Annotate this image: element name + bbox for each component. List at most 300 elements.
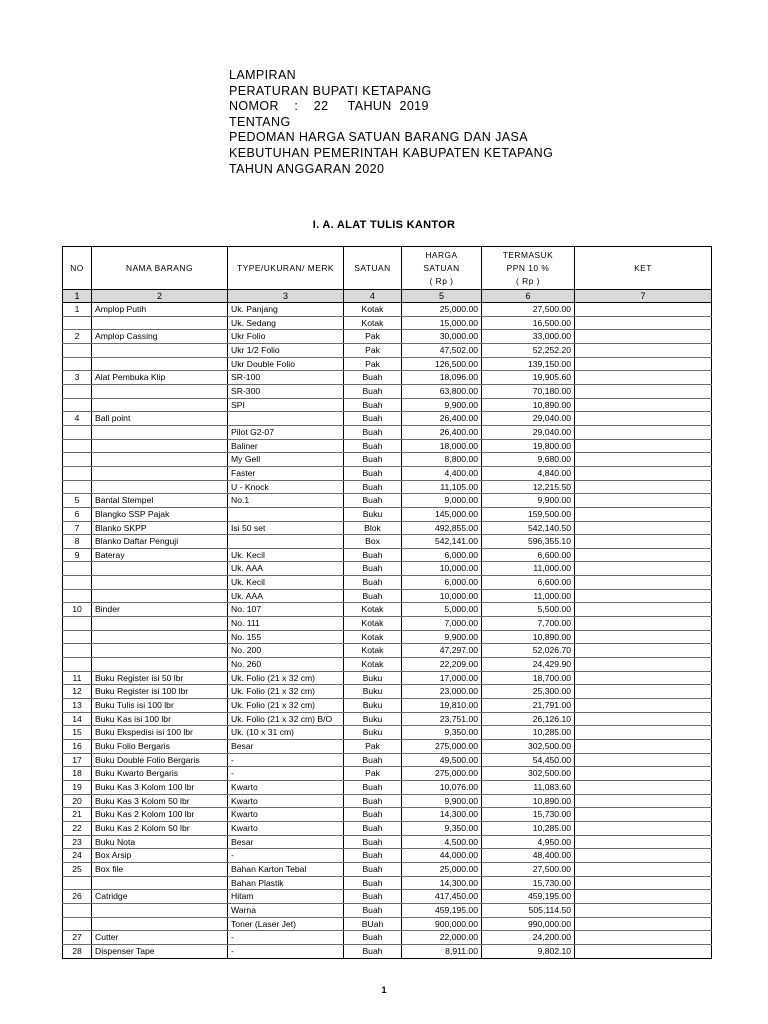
table-row — [63, 726, 712, 740]
cell-harga-ppn: 19,905.60 — [482, 371, 575, 385]
cell-harga-satuan: 9,900.00 — [402, 794, 482, 808]
cell-satuan: Kotak — [344, 603, 402, 617]
header-harga-satuan: HARGA SATUAN ( Rp ) — [402, 247, 482, 290]
header-line-pedoman: PEDOMAN HARGA SATUAN BARANG DAN JASA — [229, 130, 528, 145]
table-row — [63, 890, 712, 904]
cell-harga-ppn: 27,500.00 — [482, 303, 575, 317]
cell-harga-ppn: 10,890.00 — [482, 398, 575, 412]
cell-no: 26 — [63, 890, 92, 904]
cell-nama-barang — [92, 644, 228, 658]
cell-harga-ppn: 302,500.00 — [482, 740, 575, 754]
cell-satuan: Buah — [344, 835, 402, 849]
cell-nama-barang — [92, 589, 228, 603]
cell-harga-satuan: 9,350.00 — [402, 821, 482, 835]
table-row — [63, 371, 712, 385]
cell-harga-ppn: 990,000.00 — [482, 917, 575, 931]
header-line-lampiran: LAMPIRAN — [229, 68, 297, 82]
header-line-peraturan: PERATURAN BUPATI KETAPANG — [229, 83, 432, 98]
cell-harga-satuan: 126,500.00 — [402, 357, 482, 371]
cell-type: Uk. Folio (21 x 32 cm) — [228, 671, 344, 685]
table-row — [63, 439, 712, 453]
cell-no — [63, 439, 92, 453]
cell-nama-barang: Buku Ekspedisi isi 100 lbr — [92, 726, 228, 740]
cell-nama-barang — [92, 343, 228, 357]
cell-harga-satuan: 9,000.00 — [402, 494, 482, 508]
document-header — [229, 68, 553, 177]
cell-type: - — [228, 931, 344, 945]
cell-satuan: Buah — [344, 412, 402, 426]
table-row — [63, 780, 712, 794]
table-row — [63, 644, 712, 658]
cell-harga-satuan: 275,000.00 — [402, 740, 482, 754]
table-row — [63, 753, 712, 767]
table-row — [63, 630, 712, 644]
cell-satuan: Box — [344, 535, 402, 549]
cell-harga-ppn: 25,300.00 — [482, 685, 575, 699]
cell-ket — [575, 944, 712, 958]
cell-ket — [575, 303, 712, 317]
cell-no — [63, 644, 92, 658]
cell-harga-ppn: 24,429.90 — [482, 658, 575, 672]
cell-satuan: Buah — [344, 425, 402, 439]
column-number: 4 — [344, 290, 402, 303]
table-row — [63, 521, 712, 535]
cell-harga-satuan: 275,000.00 — [402, 767, 482, 781]
cell-nama-barang: Cutter — [92, 931, 228, 945]
column-number: 1 — [63, 290, 92, 303]
cell-type: Toner (Laser Jet) — [228, 917, 344, 931]
cell-ket — [575, 917, 712, 931]
cell-nama-barang: Buku Kwarto Bergaris — [92, 767, 228, 781]
cell-satuan: Pak — [344, 740, 402, 754]
cell-nama-barang — [92, 903, 228, 917]
cell-nama-barang: Buku Nota — [92, 835, 228, 849]
cell-ket — [575, 740, 712, 754]
cell-nama-barang: Buku Double Folio Bergaris — [92, 753, 228, 767]
cell-harga-ppn: 542,140.50 — [482, 521, 575, 535]
cell-nama-barang — [92, 917, 228, 931]
table-row — [63, 562, 712, 576]
cell-type: U - Knock — [228, 480, 344, 494]
cell-no — [63, 917, 92, 931]
cell-no — [63, 903, 92, 917]
cell-nama-barang: Box Arsip — [92, 849, 228, 863]
cell-type: Isi 50 set — [228, 521, 344, 535]
cell-no: 6 — [63, 507, 92, 521]
cell-ket — [575, 371, 712, 385]
cell-harga-satuan: 26,400.00 — [402, 425, 482, 439]
header-line-tahun-anggaran: TAHUN ANGGARAN 2020 — [229, 161, 385, 176]
cell-harga-ppn: 29,040.00 — [482, 425, 575, 439]
cell-no — [63, 562, 92, 576]
table-row — [63, 507, 712, 521]
cell-harga-ppn: 9,900.00 — [482, 494, 575, 508]
cell-no — [63, 466, 92, 480]
cell-ket — [575, 398, 712, 412]
cell-harga-satuan: 18,096.00 — [402, 371, 482, 385]
cell-harga-ppn: 6,600.00 — [482, 548, 575, 562]
cell-ket — [575, 794, 712, 808]
cell-harga-ppn: 10,890.00 — [482, 794, 575, 808]
table-row — [63, 548, 712, 562]
cell-satuan: Buah — [344, 480, 402, 494]
cell-satuan: Buah — [344, 384, 402, 398]
table-row — [63, 384, 712, 398]
cell-harga-satuan: 417,450.00 — [402, 890, 482, 904]
cell-type: Ukr Folio — [228, 330, 344, 344]
cell-satuan: Buah — [344, 808, 402, 822]
cell-harga-ppn: 19,800.00 — [482, 439, 575, 453]
cell-harga-satuan: 900,000.00 — [402, 917, 482, 931]
cell-harga-satuan: 8,800.00 — [402, 453, 482, 467]
cell-satuan: Pak — [344, 330, 402, 344]
cell-satuan: Buah — [344, 876, 402, 890]
cell-nama-barang — [92, 357, 228, 371]
cell-nama-barang: Bantal Stempel — [92, 494, 228, 508]
cell-nama-barang — [92, 425, 228, 439]
cell-ket — [575, 890, 712, 904]
cell-ket — [575, 931, 712, 945]
cell-nama-barang — [92, 453, 228, 467]
cell-ket — [575, 685, 712, 699]
cell-nama-barang: Buku Kas isi 100 lbr — [92, 712, 228, 726]
cell-harga-ppn: 21,791.00 — [482, 699, 575, 713]
cell-satuan: Buku — [344, 726, 402, 740]
cell-harga-ppn: 15,730.00 — [482, 808, 575, 822]
cell-nama-barang: Buku Folio Bergaris — [92, 740, 228, 754]
cell-type: Uk. Folio (21 x 32 cm) — [228, 699, 344, 713]
cell-nama-barang — [92, 466, 228, 480]
cell-ket — [575, 644, 712, 658]
cell-harga-ppn: 5,500.00 — [482, 603, 575, 617]
cell-ket — [575, 343, 712, 357]
cell-type: Hitam — [228, 890, 344, 904]
cell-no: 5 — [63, 494, 92, 508]
cell-no — [63, 480, 92, 494]
cell-no — [63, 425, 92, 439]
cell-harga-satuan: 9,900.00 — [402, 398, 482, 412]
cell-harga-satuan: 47,297.00 — [402, 644, 482, 658]
cell-ket — [575, 412, 712, 426]
cell-satuan: Buah — [344, 794, 402, 808]
cell-type: Baliner — [228, 439, 344, 453]
cell-ket — [575, 658, 712, 672]
cell-ket — [575, 384, 712, 398]
cell-harga-ppn: 159,500.00 — [482, 507, 575, 521]
cell-harga-satuan: 7,000.00 — [402, 617, 482, 631]
cell-harga-satuan: 23,751.00 — [402, 712, 482, 726]
cell-nama-barang: Box file — [92, 862, 228, 876]
cell-nama-barang: Buku Kas 2 Kolom 50 lbr — [92, 821, 228, 835]
cell-type: Ukr 1/2 Folio — [228, 343, 344, 357]
cell-harga-ppn: 18,700.00 — [482, 671, 575, 685]
cell-ket — [575, 548, 712, 562]
cell-satuan: Buah — [344, 849, 402, 863]
cell-harga-ppn: 596,355.10 — [482, 535, 575, 549]
cell-type: No. 155 — [228, 630, 344, 644]
cell-type: Faster — [228, 466, 344, 480]
cell-no — [63, 576, 92, 590]
header-nama-barang: NAMA BARANG — [92, 247, 228, 290]
page-number: 1 — [381, 985, 387, 995]
table-row — [63, 357, 712, 371]
cell-ket — [575, 712, 712, 726]
cell-harga-ppn: 4,840.00 — [482, 466, 575, 480]
cell-harga-satuan: 6,000.00 — [402, 548, 482, 562]
cell-harga-satuan: 49,500.00 — [402, 753, 482, 767]
cell-ket — [575, 589, 712, 603]
cell-nama-barang: Buku Tulis isi 100 lbr — [92, 699, 228, 713]
table-row — [63, 917, 712, 931]
cell-no — [63, 589, 92, 603]
cell-ket — [575, 876, 712, 890]
cell-satuan: Buah — [344, 398, 402, 412]
cell-harga-ppn: 27,500.00 — [482, 862, 575, 876]
table-row — [63, 425, 712, 439]
cell-satuan: BUah — [344, 917, 402, 931]
cell-harga-satuan: 30,000.00 — [402, 330, 482, 344]
table-row — [63, 740, 712, 754]
cell-type: My Gell — [228, 453, 344, 467]
column-number: 7 — [575, 290, 712, 303]
cell-no — [63, 658, 92, 672]
cell-type: Uk. (10 x 31 cm) — [228, 726, 344, 740]
cell-nama-barang — [92, 576, 228, 590]
cell-satuan: Buku — [344, 685, 402, 699]
cell-type: SR-300 — [228, 384, 344, 398]
cell-harga-ppn: 29,040.00 — [482, 412, 575, 426]
cell-harga-ppn: 10,890.00 — [482, 630, 575, 644]
cell-harga-satuan: 6,000.00 — [402, 576, 482, 590]
section-title: I. A. ALAT TULIS KANTOR — [312, 219, 456, 231]
column-number: 5 — [402, 290, 482, 303]
cell-satuan: Buah — [344, 862, 402, 876]
header-line-nomor: NOMOR : 22 TAHUN 2019 — [229, 99, 429, 114]
cell-satuan: Buah — [344, 562, 402, 576]
cell-ket — [575, 862, 712, 876]
cell-harga-satuan: 14,300.00 — [402, 808, 482, 822]
cell-harga-ppn: 24,200.00 — [482, 931, 575, 945]
cell-nama-barang — [92, 439, 228, 453]
cell-harga-ppn: 33,000.00 — [482, 330, 575, 344]
cell-ket — [575, 439, 712, 453]
cell-harga-satuan: 10,076.00 — [402, 780, 482, 794]
cell-no: 15 — [63, 726, 92, 740]
cell-harga-ppn: 10,285.00 — [482, 821, 575, 835]
cell-no — [63, 617, 92, 631]
cell-harga-satuan: 8,911.00 — [402, 944, 482, 958]
cell-no: 8 — [63, 535, 92, 549]
cell-nama-barang: Amplop Cassing — [92, 330, 228, 344]
cell-no: 16 — [63, 740, 92, 754]
cell-no — [63, 453, 92, 467]
cell-harga-ppn: 16,500.00 — [482, 316, 575, 330]
cell-no: 20 — [63, 794, 92, 808]
cell-ket — [575, 835, 712, 849]
table-row — [63, 603, 712, 617]
cell-harga-satuan: 459,195.00 — [402, 903, 482, 917]
cell-harga-ppn: 302,500.00 — [482, 767, 575, 781]
cell-ket — [575, 671, 712, 685]
cell-harga-ppn: 505,114.50 — [482, 903, 575, 917]
cell-satuan: Kotak — [344, 630, 402, 644]
cell-ket — [575, 535, 712, 549]
cell-ket — [575, 699, 712, 713]
cell-ket — [575, 780, 712, 794]
cell-nama-barang: Bateray — [92, 548, 228, 562]
cell-no: 23 — [63, 835, 92, 849]
cell-harga-ppn: 26,126.10 — [482, 712, 575, 726]
cell-type: Besar — [228, 740, 344, 754]
cell-type: Kwarto — [228, 821, 344, 835]
cell-no: 12 — [63, 685, 92, 699]
cell-satuan: Buah — [344, 576, 402, 590]
cell-ket — [575, 821, 712, 835]
cell-nama-barang — [92, 617, 228, 631]
cell-harga-ppn: 139,150.00 — [482, 357, 575, 371]
cell-type: - — [228, 944, 344, 958]
cell-harga-satuan: 5,000.00 — [402, 603, 482, 617]
cell-harga-satuan: 9,900.00 — [402, 630, 482, 644]
table-row — [63, 617, 712, 631]
cell-satuan: Pak — [344, 343, 402, 357]
table-row — [63, 303, 712, 317]
table-row — [63, 862, 712, 876]
cell-harga-ppn: 459,195.00 — [482, 890, 575, 904]
cell-type: Uk. Sedang — [228, 316, 344, 330]
cell-no: 13 — [63, 699, 92, 713]
table-row — [63, 849, 712, 863]
cell-harga-ppn: 6,600.00 — [482, 576, 575, 590]
table-row — [63, 535, 712, 549]
table-row — [63, 398, 712, 412]
cell-nama-barang: Binder — [92, 603, 228, 617]
cell-satuan: Buku — [344, 507, 402, 521]
cell-harga-ppn: 9,680.00 — [482, 453, 575, 467]
cell-ket — [575, 521, 712, 535]
cell-ket — [575, 576, 712, 590]
table-row — [63, 480, 712, 494]
cell-harga-ppn: 9,802.10 — [482, 944, 575, 958]
cell-no — [63, 398, 92, 412]
cell-harga-satuan: 4,500.00 — [402, 835, 482, 849]
cell-satuan: Pak — [344, 767, 402, 781]
cell-ket — [575, 630, 712, 644]
cell-no: 9 — [63, 548, 92, 562]
cell-harga-ppn: 11,000.00 — [482, 589, 575, 603]
cell-harga-ppn: 11,083.60 — [482, 780, 575, 794]
cell-harga-satuan: 19,810.00 — [402, 699, 482, 713]
cell-type: No. 107 — [228, 603, 344, 617]
cell-no: 19 — [63, 780, 92, 794]
cell-type: Uk. Folio (21 x 32 cm) B/O — [228, 712, 344, 726]
cell-nama-barang: Buku Register isi 50 lbr — [92, 671, 228, 685]
cell-nama-barang: Alat Pembuka Klip — [92, 371, 228, 385]
cell-satuan: Kotak — [344, 617, 402, 631]
cell-satuan: Buah — [344, 753, 402, 767]
cell-nama-barang — [92, 630, 228, 644]
cell-satuan: Buah — [344, 466, 402, 480]
table-row — [63, 931, 712, 945]
cell-ket — [575, 425, 712, 439]
cell-satuan: Kotak — [344, 303, 402, 317]
cell-type: Pilot G2-07 — [228, 425, 344, 439]
cell-nama-barang: Blangko SSP Pajak — [92, 507, 228, 521]
cell-harga-satuan: 17,000.00 — [402, 671, 482, 685]
cell-harga-satuan: 22,209.00 — [402, 658, 482, 672]
cell-satuan: Kotak — [344, 316, 402, 330]
cell-ket — [575, 466, 712, 480]
cell-satuan: Buah — [344, 589, 402, 603]
cell-type: SR-100 — [228, 371, 344, 385]
cell-ket — [575, 808, 712, 822]
cell-no — [63, 343, 92, 357]
cell-type: - — [228, 849, 344, 863]
cell-nama-barang: Buku Kas 3 Kolom 100 lbr — [92, 780, 228, 794]
cell-harga-satuan: 542,141.00 — [402, 535, 482, 549]
cell-harga-ppn: 10,285.00 — [482, 726, 575, 740]
cell-satuan: Buah — [344, 821, 402, 835]
cell-ket — [575, 494, 712, 508]
cell-type: Besar — [228, 835, 344, 849]
cell-satuan: Buku — [344, 712, 402, 726]
cell-harga-satuan: 15,000.00 — [402, 316, 482, 330]
cell-no: 1 — [63, 303, 92, 317]
cell-satuan: Kotak — [344, 658, 402, 672]
cell-nama-barang — [92, 876, 228, 890]
cell-ket — [575, 357, 712, 371]
table-row — [63, 808, 712, 822]
table-row — [63, 835, 712, 849]
cell-satuan: Blok — [344, 521, 402, 535]
cell-no: 21 — [63, 808, 92, 822]
cell-harga-satuan: 44,000.00 — [402, 849, 482, 863]
cell-nama-barang: Ball point — [92, 412, 228, 426]
cell-harga-satuan: 26,400.00 — [402, 412, 482, 426]
cell-harga-ppn: 54,450.00 — [482, 753, 575, 767]
cell-harga-satuan: 25,000.00 — [402, 303, 482, 317]
cell-satuan: Buah — [344, 439, 402, 453]
cell-type: Bahan Plastik — [228, 876, 344, 890]
column-number-row — [63, 290, 712, 303]
header-line-kebutuhan: KEBUTUHAN PEMERINTAH KABUPATEN KETAPANG — [229, 145, 554, 160]
cell-type: Uk. AAA — [228, 589, 344, 603]
cell-type: Uk. Kecil — [228, 548, 344, 562]
header-termasuk-ppn: TERMASUK PPN 10 % ( Rp ) — [482, 247, 575, 290]
table-row — [63, 821, 712, 835]
table-body — [63, 303, 712, 959]
cell-ket — [575, 753, 712, 767]
cell-type: No. 200 — [228, 644, 344, 658]
cell-no — [63, 316, 92, 330]
table-row — [63, 794, 712, 808]
cell-satuan: Buah — [344, 903, 402, 917]
cell-no: 18 — [63, 767, 92, 781]
table-row — [63, 658, 712, 672]
cell-no — [63, 630, 92, 644]
cell-harga-satuan: 22,000.00 — [402, 931, 482, 945]
table-row — [63, 767, 712, 781]
cell-harga-ppn: 4,950.00 — [482, 835, 575, 849]
table-row — [63, 903, 712, 917]
cell-harga-ppn: 52,252.20 — [482, 343, 575, 357]
cell-harga-satuan: 10,000.00 — [402, 589, 482, 603]
cell-harga-ppn: 52,026.70 — [482, 644, 575, 658]
cell-type: Warna — [228, 903, 344, 917]
cell-harga-satuan: 47,502.00 — [402, 343, 482, 357]
cell-ket — [575, 480, 712, 494]
cell-type: No. 260 — [228, 658, 344, 672]
